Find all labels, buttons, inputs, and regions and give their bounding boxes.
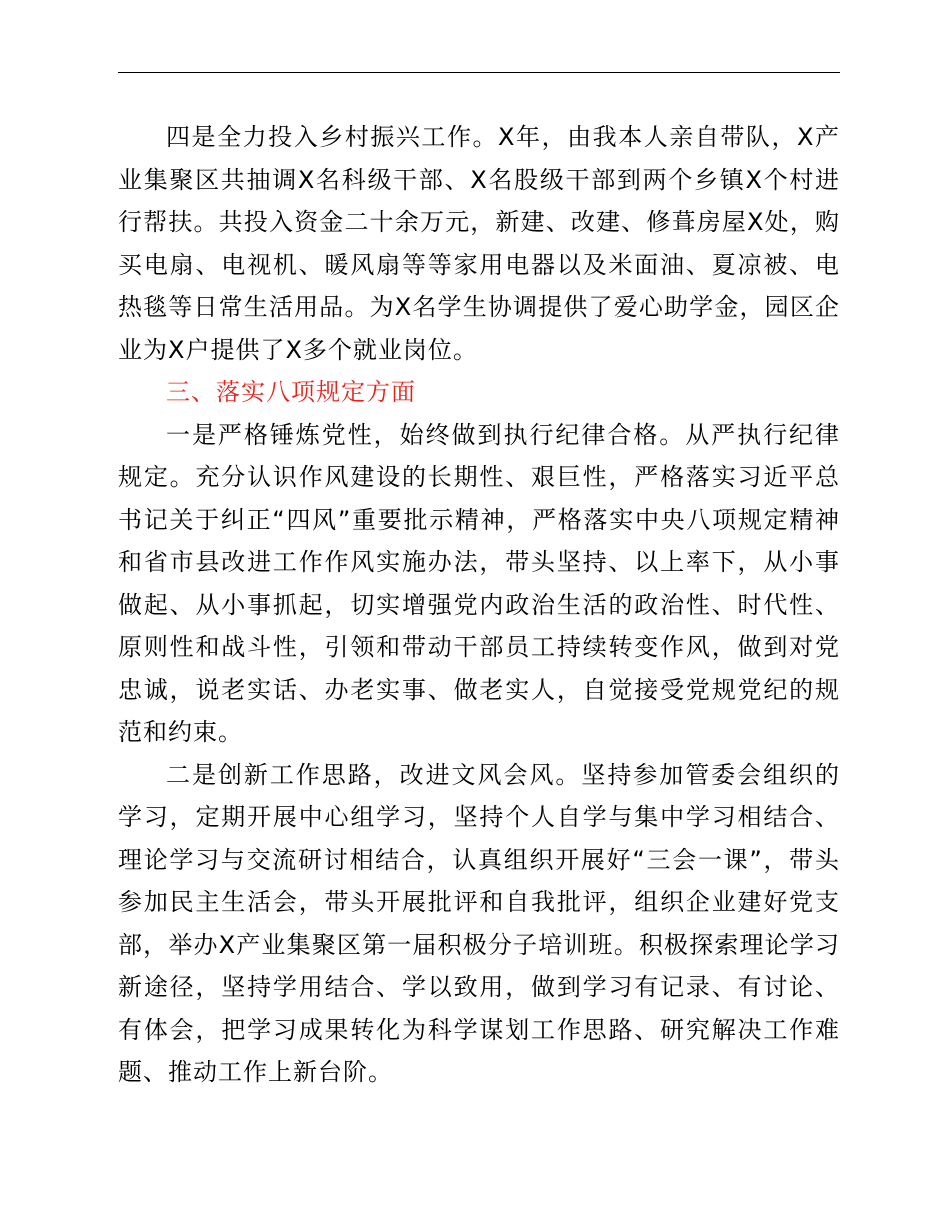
header-rule [118,72,840,73]
paragraph-rural-revitalization: 四是全力投入乡村振兴工作。X年，由我本人亲自带队，X产业集聚区共抽调X名科级干部、X名股级干部到两个乡镇X个村进行帮扶。共投入资金二十余万元，新建、改建、修葺房屋X处，购买电扇、电视机、暖风扇等等家用电器以及米面油、夏凉被、电热毯等日常生活用品。为X名学生协调提供了爱心助学金，园区企业为X户提供了X多个就业岗位。 [118,123,840,364]
paragraph-party-discipline: 一是严格锤炼党性，始终做到执行纪律合格。从严执行纪律规定。充分认识作风建设的长期性、艰巨性，严格落实习近平总书记关于纠正“四风”重要批示精神，严格落实中央八项规定精神和省市县改进工作作风实施办法，带头坚持、以上率下，从小事做起、从小事抓起，切实增强党内政治生活的政治性、时代性、原则性和战斗性，引领和带动干部员工持续转变作风，做到对党忠诚，说老实话、办老实事、做老实人，自觉接受党规党纪的规范和约束。 [118,420,840,746]
section-heading-eight-rules: 三、落实八项规定方面 [166,378,416,406]
document-body [118,116,840,1094]
paragraph-work-style: 二是创新工作思路，改进文风会风。坚持参加管委会组织的学习，定期开展中心组学习，坚持个人自学与集中学习相结合、理论学习与交流研讨相结合，认真组织开展好“三会一课”，带头参加民主生活会，带头开展批评和自我批评，组织企业建好党支部，举办X产业集聚区第一届积极分子培训班。积极探索理论学习新途径，坚持学用结合、学以致用，做到学习有记录、有讨论、有体会，把学习成果转化为科学谋划工作思路、研究解决工作难题、推动工作上新台阶。 [118,760,840,1086]
